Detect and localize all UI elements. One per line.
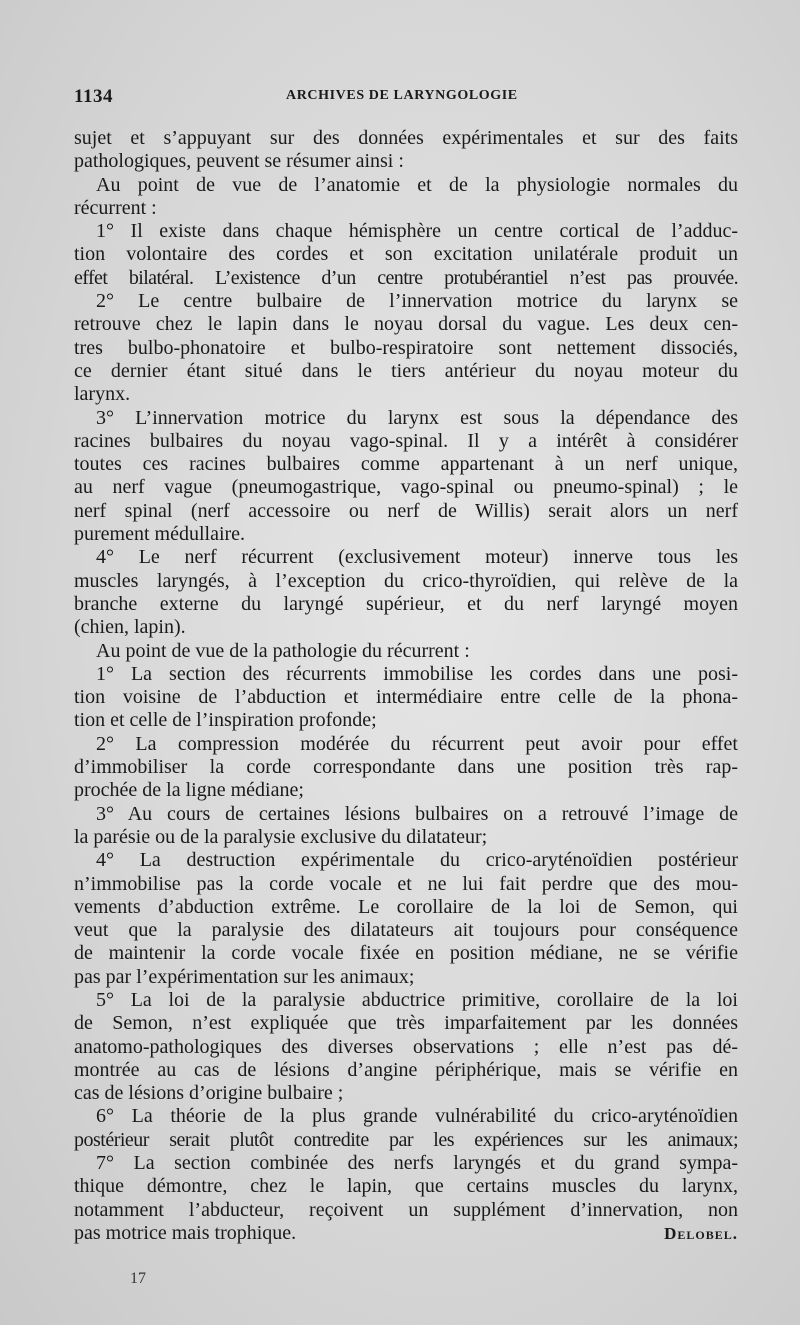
text-line: Au point de vue de la pathologie du récurrent : [96,639,470,662]
text-line: de Semon, n’est expliquée que très imparfaitement par les données [74,1012,738,1035]
text-line: pas par l’expérimentation sur les animaux; [74,965,415,988]
text-line: purement médullaire. [74,523,246,546]
running-title: ARCHIVES DE LARYNGOLOGIE [286,88,518,103]
page-header [74,86,734,110]
text-line: nerf spinal (nerf accessoire ou nerf de Willis) serait alors un nerf [74,499,738,522]
text-line: au nerf vague (pneumogastrique, vago-spinal ou pneumo-spinal) ; le [74,476,738,499]
text-line: pas motrice mais trophique. [74,1221,297,1244]
text-line: notamment l’abducteur, reçoivent un supplément d’innervation, non [74,1198,738,1221]
text-line: n’immobilise pas la corde vocale et ne lui fait perdre que des mou- [74,872,738,895]
text-line: tres bulbo-phonatoire et bulbo-respiratoire sont nettement dissociés, [74,336,738,359]
page-number: 1134 [74,86,113,107]
text-line: postérieur serait plutôt contredite par les expériences sur les animaux; [74,1128,738,1151]
text-line: retrouve chez le lapin dans le noyau dorsal du vague. Les deux cen- [74,313,738,336]
text-line: la parésie ou de la paralysie exclusive du dilatateur; [74,825,488,848]
text-line: thique démontre, chez le lapin, que certains muscles du larynx, [74,1175,738,1198]
text-line: récurrent : [74,196,157,219]
text-line: 2° Le centre bulbaire de l’innervation motrice du larynx se [96,290,738,313]
closing-line [74,1222,738,1245]
text-line: 4° Le nerf récurrent (exclusivement moteur) innerve tous les [96,546,738,569]
author-signature: Delobel. [664,1223,738,1243]
text-line: Au point de vue de l’anatomie et de la physiologie normales du [96,173,738,196]
text-line: 4° La destruction expérimentale du crico-aryténoïdien postérieur [96,849,738,872]
text-line: veut que la paralysie des dilatateurs ait toujours pour conséquence [74,919,738,942]
text-line: 3° L’innervation motrice du larynx est sous la dépendance des [96,406,738,429]
text-line: ce dernier étant situé dans le tiers antérieur du noyau moteur du [74,359,738,382]
signature-mark: 17 [130,1270,146,1287]
body-text [74,127,738,1245]
text-line: de maintenir la corde vocale fixée en position médiane, ne se vérifie [74,942,738,965]
text-line: effet bilatéral. L’existence d’un centre protubérantiel n’est pas prouvée. [74,266,738,289]
text-line: prochée de la ligne médiane; [74,779,304,802]
text-line: 1° Il existe dans chaque hémisphère un centre cortical de l’adduc- [96,220,738,243]
text-line: tion volontaire des cordes et son excitation unilatérale produit un [74,243,738,266]
text-line: 3° Au cours de certaines lésions bulbaires on a retrouvé l’image de [96,802,738,825]
text-line: (chien, lapin). [74,616,186,639]
text-line: 7° La section combinée des nerfs laryngés et du grand sympa- [96,1152,738,1175]
text-line: pathologiques, peuvent se résumer ainsi : [74,150,404,173]
text-line: tion voisine de l’abduction et intermédiaire entre celle de la phona- [74,686,738,709]
text-line: 6° La théorie de la plus grande vulnérabilité du crico-aryténoïdien [96,1105,738,1128]
text-line: muscles laryngés, à l’exception du crico-thyroïdien, qui relève de la [74,569,738,592]
text-line: 5° La loi de la paralysie abductrice primitive, corollaire de la loi [96,988,738,1011]
text-line: larynx. [74,383,131,406]
text-line: anatomo-pathologiques des diverses observations ; elle n’est pas dé- [74,1035,738,1058]
text-line: 2° La compression modérée du récurrent peut avoir pour effet [96,732,738,755]
text-line: montrée au cas de lésions d’angine périphérique, mais se vérifie en [74,1058,738,1081]
text-line: tion et celle de l’inspiration profonde; [74,709,377,732]
text-line: racines bulbaires du noyau vago-spinal. Il y a intérêt à considérer [74,429,738,452]
text-line: sujet et s’appuyant sur des données expérimentales et sur des faits [74,127,738,149]
text-line: cas de lésions d’origine bulbaire ; [74,1082,344,1105]
text-line: 1° La section des récurrents immobilise les cordes dans une posi- [96,662,738,685]
text-line: branche externe du laryngé supérieur, et du nerf laryngé moyen [74,592,738,615]
text-line: d’immobiliser la corde correspondante dans une position très rap- [74,756,738,779]
text-line: toutes ces racines bulbaires comme appartenant à un nerf unique, [74,453,738,476]
text-line: vements d’abduction extrême. Le corollaire de la loi de Semon, qui [74,895,738,918]
